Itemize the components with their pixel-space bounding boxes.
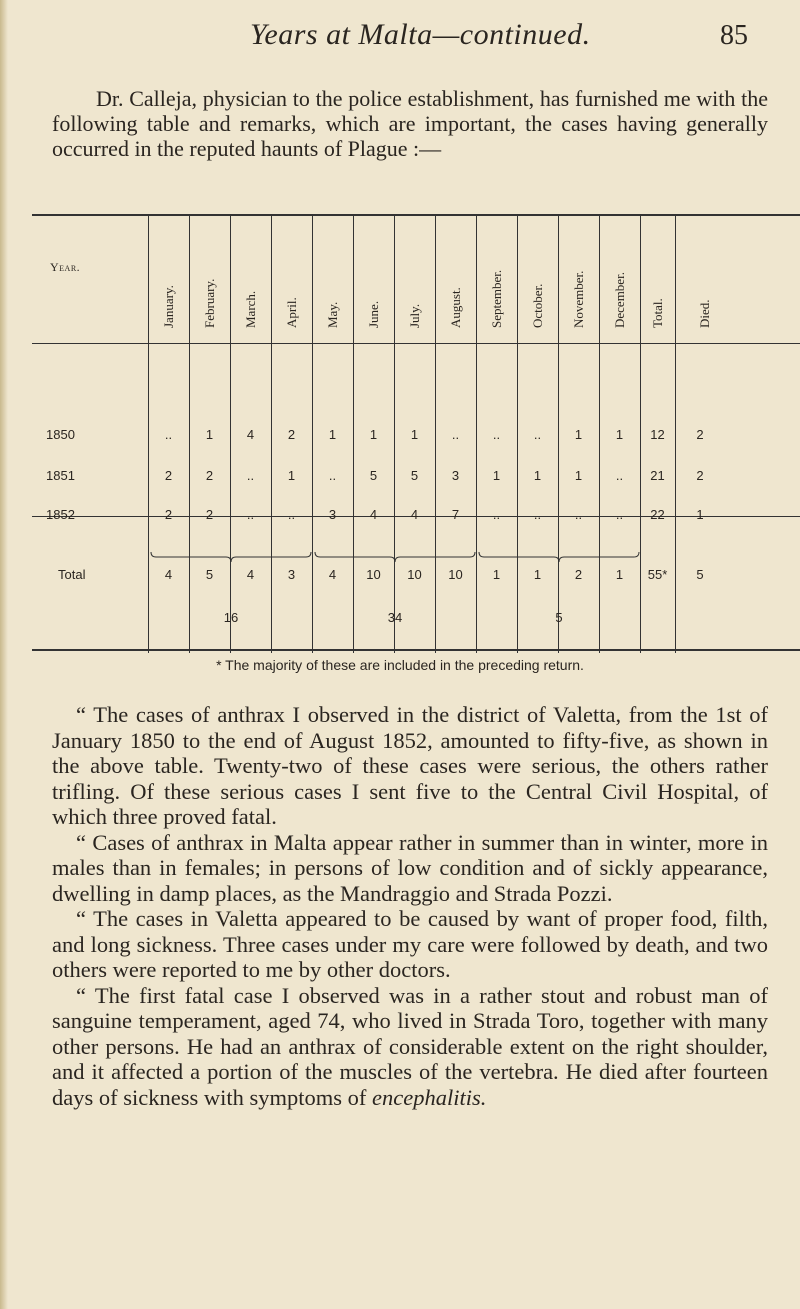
paragraph: “ The cases of anthrax I observed in the district of Valetta, from the 1st of January 1850 to the end of August 1852, amounted to fifty-five, as shown in the above table. Twenty-two of these cases were serious, the others rather trifling. Of these serious cases I sent five to the Central Civil Hospital, of which three proved fatal. <box>52 702 768 829</box>
table-cell: 2 <box>696 468 704 483</box>
table-cell: .. <box>246 507 255 522</box>
table-cell: 4 <box>246 567 255 582</box>
table-cell: .. <box>533 507 542 522</box>
header-october: October. <box>530 283 545 328</box>
table-cell: 2 <box>574 567 583 582</box>
brace-may-aug <box>314 551 476 563</box>
table-cell: .. <box>492 507 501 522</box>
table-cell: 1 <box>533 567 542 582</box>
table-cell: .. <box>574 507 583 522</box>
row-label-1852: 1852 <box>46 507 75 522</box>
header-march: March. <box>243 290 258 328</box>
table-cell: 1 <box>533 468 542 483</box>
table-cell: .. <box>328 468 337 483</box>
table-cell: 5 <box>696 567 704 582</box>
table-cell: 55* <box>647 567 668 582</box>
table-cell: .. <box>492 427 501 442</box>
header-july: July. <box>407 303 422 328</box>
body-text <box>52 702 768 1110</box>
table-cell: 4 <box>410 507 419 522</box>
table-cell: 4 <box>164 567 173 582</box>
period-total-jan-apr: 16 <box>223 610 239 625</box>
table-cell: 1 <box>615 427 624 442</box>
table-cell: 22 <box>650 507 665 522</box>
table-cell: 10 <box>448 567 463 582</box>
table-cell: 4 <box>246 427 255 442</box>
table-cell: 10 <box>407 567 422 582</box>
header-total: Total. <box>650 298 665 328</box>
running-title: Years at Malta—continued. <box>250 18 591 51</box>
table-cell: .. <box>287 507 296 522</box>
table-cell: 1 <box>696 507 704 522</box>
table-cell: .. <box>164 427 173 442</box>
running-head <box>0 10 800 50</box>
paragraph: “ The cases in Valetta appeared to be caused by want of proper food, filth, and long sickness. Three cases under my care were followed by death, and two others were reported to me by other doctors. <box>52 906 768 982</box>
paragraph: “ The first fatal case I observed was in a rather stout and robust man of sanguine temperament, aged 74, who lived in Strada Toro, together with many other persons. He had an anthrax of considerable extent on the right shoulder, and it affected a portion of the muscles of the vertebra. He died after fourteen days of sickness with symptoms of encephalitis. <box>52 982 768 1110</box>
header-april: April. <box>284 297 299 328</box>
page-number: 85 <box>720 20 748 51</box>
table-cell: 1 <box>492 468 501 483</box>
brace-sep-dec <box>478 551 640 563</box>
row-label-1851: 1851 <box>46 468 75 483</box>
table-cell: .. <box>451 427 460 442</box>
table-cell: .. <box>246 468 255 483</box>
table-cell: 4 <box>328 567 337 582</box>
table-cell: 3 <box>328 507 337 522</box>
table-cell: 1 <box>410 427 419 442</box>
period-total-sep-dec: 5 <box>555 610 563 625</box>
row-label-total: Total <box>58 567 86 582</box>
table-cell: 1 <box>615 567 624 582</box>
table-cell: 2 <box>205 507 214 522</box>
header-february: February. <box>202 278 217 328</box>
table-cell: 2 <box>205 468 214 483</box>
table-cell: 10 <box>366 567 381 582</box>
period-total-may-aug: 34 <box>387 610 403 625</box>
italic-term: encephalitis. <box>372 1084 487 1110</box>
header-september: September. <box>489 269 504 328</box>
header-january: January. <box>161 285 176 328</box>
table-cell: 12 <box>650 427 665 442</box>
table-cell: 5 <box>205 567 214 582</box>
table-cell: 7 <box>451 507 460 522</box>
paragraph: “ Cases of anthrax in Malta appear rather in summer than in winter, more in males than in females; in persons of low condition and of sickly appearance, dwelling in damp places, as the Mandraggio and Strada Pozzi. <box>52 829 768 906</box>
table-cell: 5 <box>410 468 419 483</box>
table-cell: 2 <box>287 427 296 442</box>
table-cell: 2 <box>164 468 173 483</box>
table-cell: 2 <box>164 507 173 522</box>
anthrax-cases-table <box>32 208 800 650</box>
row-label-1850: 1850 <box>46 427 75 442</box>
table-cell: .. <box>615 468 624 483</box>
header-november: November. <box>571 270 586 328</box>
table-cell: 1 <box>205 427 214 442</box>
table-cell: 21 <box>650 468 665 483</box>
header-year: Year. <box>50 260 81 274</box>
page-edge <box>0 0 8 1309</box>
intro-paragraph: Dr. Calleja, physician to the police establishment, has furnished me with the following table and remarks, which are important, the cases having generally occurred in the reputed haunts of Plague :— <box>52 86 768 161</box>
header-june: June. <box>366 300 381 328</box>
table-cell: 4 <box>369 507 378 522</box>
table-cell: 2 <box>696 427 704 442</box>
brace-jan-apr <box>150 551 312 563</box>
table-cell: 1 <box>328 427 337 442</box>
table-footnote: * The majority of these are included in the preceding return. <box>216 657 584 673</box>
header-december: December. <box>612 272 627 328</box>
table-cell: 5 <box>369 468 378 483</box>
table-cell: 1 <box>492 567 501 582</box>
header-died: Died. <box>697 299 712 328</box>
table-cell: 1 <box>287 468 296 483</box>
table-cell: 1 <box>369 427 378 442</box>
header-may: May. <box>325 301 340 328</box>
table-cell: 3 <box>451 468 460 483</box>
header-august: August. <box>448 287 463 328</box>
table-cell: 1 <box>574 427 583 442</box>
table-cell: .. <box>533 427 542 442</box>
table-cell: 3 <box>287 567 296 582</box>
table-cell: 1 <box>574 468 583 483</box>
table-cell: .. <box>615 507 624 522</box>
